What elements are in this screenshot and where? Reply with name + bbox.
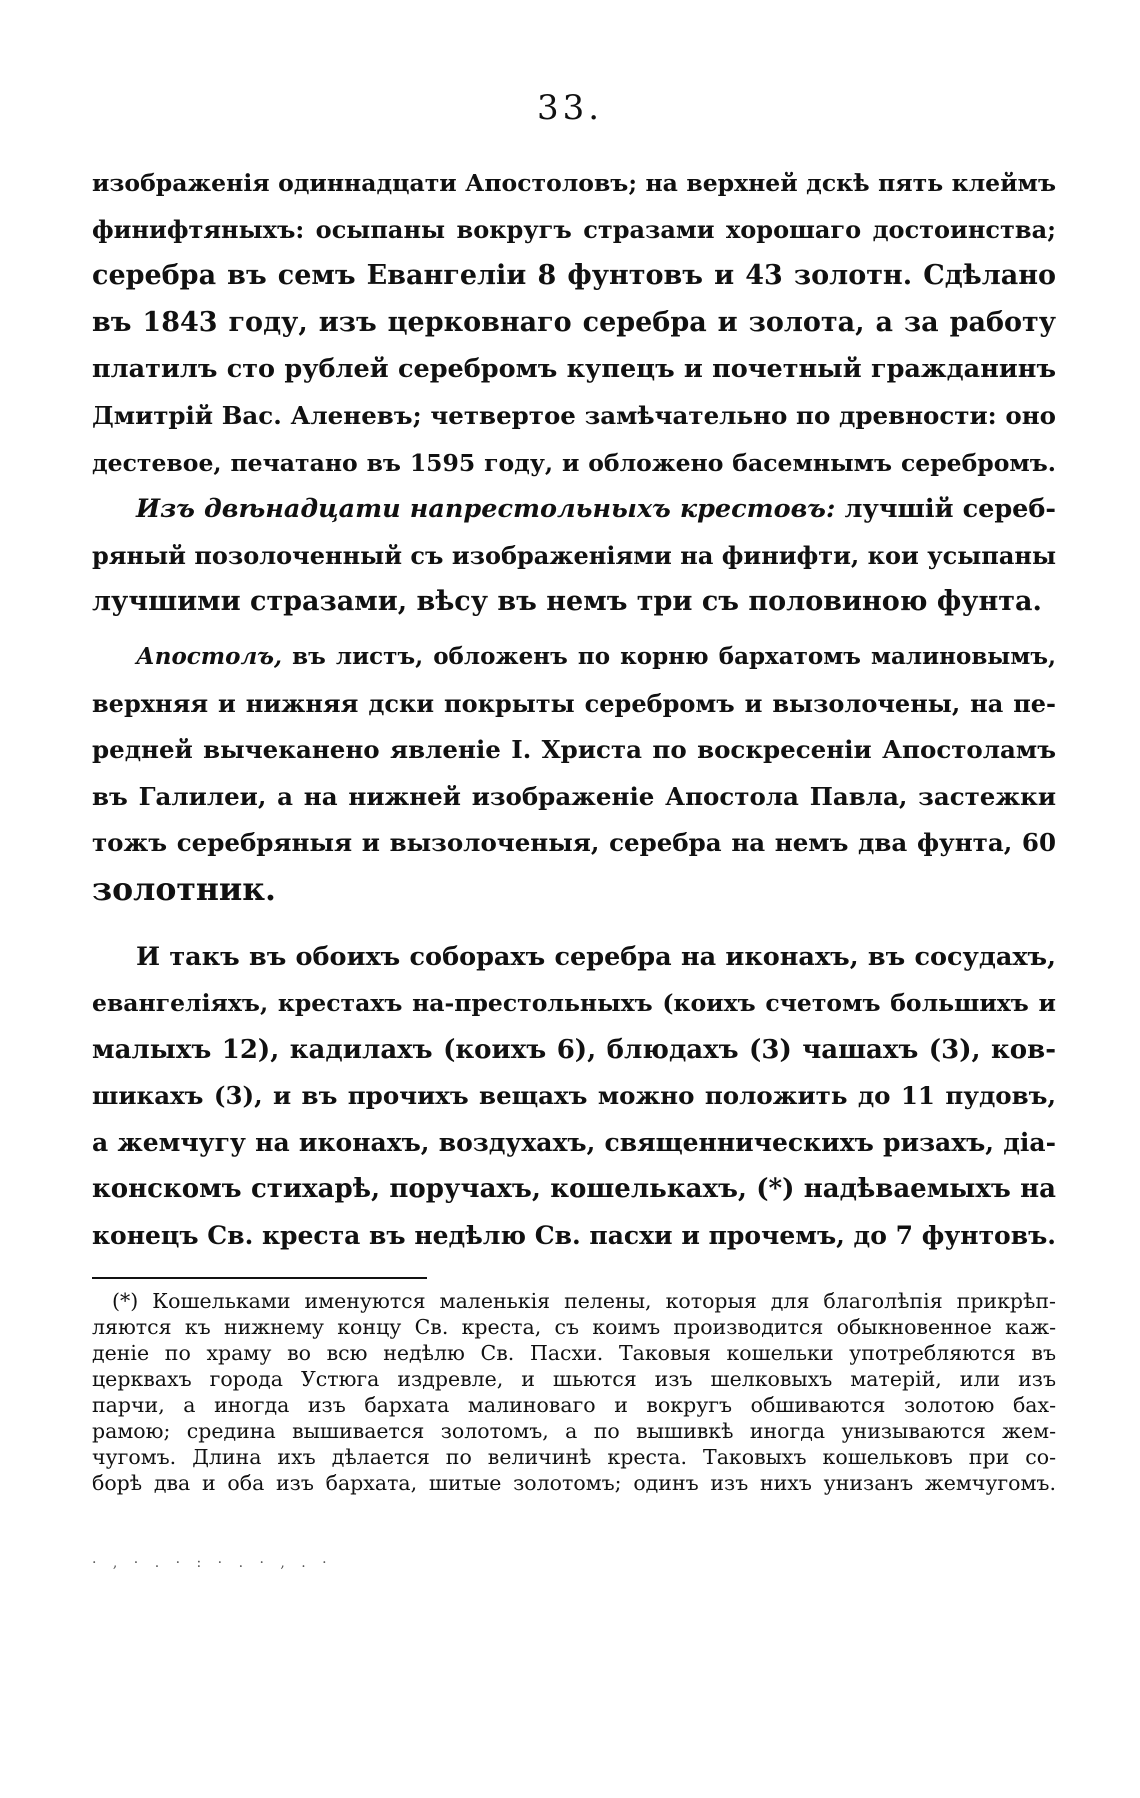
main-text: [92, 160, 1056, 1260]
footnote-line: рамою; средина вышивается золотомъ, а по вышивкѣ иногда унизываются жем-: [92, 1419, 1056, 1443]
scan-noise: · , · . · : · . · , . ·: [92, 1555, 333, 1571]
text-line: И такъ въ обоихъ соборахъ серебра на иконахъ, въ сосудахъ,: [136, 941, 1056, 972]
footnote-rule: [92, 1277, 427, 1279]
text-line: ряный позолоченный съ изображеніями на финифти, кои усыпаны: [92, 540, 1056, 570]
text-line: серебра въ семъ Евангеліи 8 фунтовъ и 43 золотн. Сдѣлано: [92, 260, 1056, 292]
text-line: евангеліяхъ, крестахъ на-престольныхъ (коихъ счетомъ большихъ и: [92, 989, 1056, 1018]
page-number: 33.: [536, 88, 604, 128]
text-line: [92, 486, 1056, 533]
text-line: [92, 634, 1056, 681]
text-line: финифтяныхъ: осыпаны вокругъ стразами хорошаго достоинства;: [92, 214, 1056, 244]
paragraph-1: [92, 160, 1056, 486]
paragraph-gap: [92, 914, 1056, 934]
footnote-line: борѣ два и оба изъ бархата, шитые золотомъ; одинъ изъ нихъ унизанъ жемчугомъ.: [92, 1471, 1056, 1495]
text-line: Дмитрій Вас. Аленевъ; четвертое замѣчательно по древности: оно: [92, 400, 1056, 430]
footnote-line: ляются къ нижнему концу Св. креста, съ коимъ производится обыкновенное каж-: [92, 1315, 1056, 1339]
footnote-line: чугомъ. Длина ихъ дѣлается по величинѣ креста. Таковыхъ кошельковъ при со-: [92, 1445, 1056, 1469]
text-line: въ Галилеи, а на нижней изображеніе Апостола Павла, застежки: [92, 781, 1056, 811]
italic-heading: Апостолъ,: [136, 642, 283, 670]
paragraph-2: [92, 486, 1056, 626]
text-line: изображенія одиннадцати Апостоловъ; на верхней дскѣ пять клеймъ: [92, 169, 1056, 197]
text-fragment: лучшій сереб-: [844, 494, 1056, 525]
text-line: редней вычеканено явленіе І. Христа по воскресеніи Апостоламъ: [92, 735, 1056, 765]
text-line: конецъ Св. креста въ недѣлю Св. пасхи и прочемъ, до 7 фунтовъ.: [92, 1221, 1056, 1251]
footnote-line: (*) Кошельками именуются маленькія пелены, которыя для благолѣпія прикрѣп-: [112, 1289, 1056, 1313]
text-line: платилъ сто рублей серебромъ купецъ и почетный гражданинъ: [92, 354, 1056, 385]
text-line: золотник.: [92, 870, 276, 908]
italic-heading: Изъ двѣнадцати напрестольныхъ крестовъ:: [136, 494, 836, 525]
text-fragment: въ листъ, обложенъ по корню бархатомъ малиновымъ,: [292, 642, 1056, 670]
footnote: [92, 1288, 1056, 1496]
text-line: верхняя и нижняя дски покрыты серебромъ и вызолочены, на пе-: [92, 688, 1056, 718]
text-line: лучшими стразами, вѣсу въ немъ три съ половиною фунта.: [92, 586, 1042, 618]
text-line: въ 1843 году, изъ церковнаго серебра и золота, а за работу: [92, 306, 1056, 338]
footnote-line: деніе по храму во всю недѣлю Св. Пасхи. Таковыя кошельки употребляются въ: [92, 1341, 1056, 1365]
footnote-line: церквахъ города Устюга издревле, и шьются изъ шелковыхъ матерій, или изъ: [92, 1367, 1056, 1391]
text-line: тожъ серебряныя и вызолоченыя, серебра на немъ два фунта, 60: [92, 828, 1056, 858]
paragraph-3: [92, 634, 1056, 914]
paragraph-4: [92, 934, 1056, 1260]
text-line: малыхъ 12), кадилахъ (коихъ 6), блюдахъ (3) чашахъ (3), ков-: [92, 1034, 1056, 1065]
text-line: шикахъ (3), и въ прочихъ вещахъ можно положить до 11 пудовъ,: [92, 1081, 1056, 1111]
text-line: дестевое, печатано въ 1595 году, и обложено басемнымъ серебромъ.: [92, 448, 1056, 477]
text-line: конскомъ стихарѣ, поручахъ, кошелькахъ, (*) надѣваемыхъ на: [92, 1174, 1056, 1205]
text-line: а жемчугу на иконахъ, воздухахъ, священническихъ ризахъ, діа-: [92, 1127, 1056, 1157]
paragraph-gap: [92, 626, 1056, 634]
footnote-line: парчи, а иногда изъ бархата малиноваго и вокругъ обшиваются золотою бах-: [92, 1393, 1056, 1417]
